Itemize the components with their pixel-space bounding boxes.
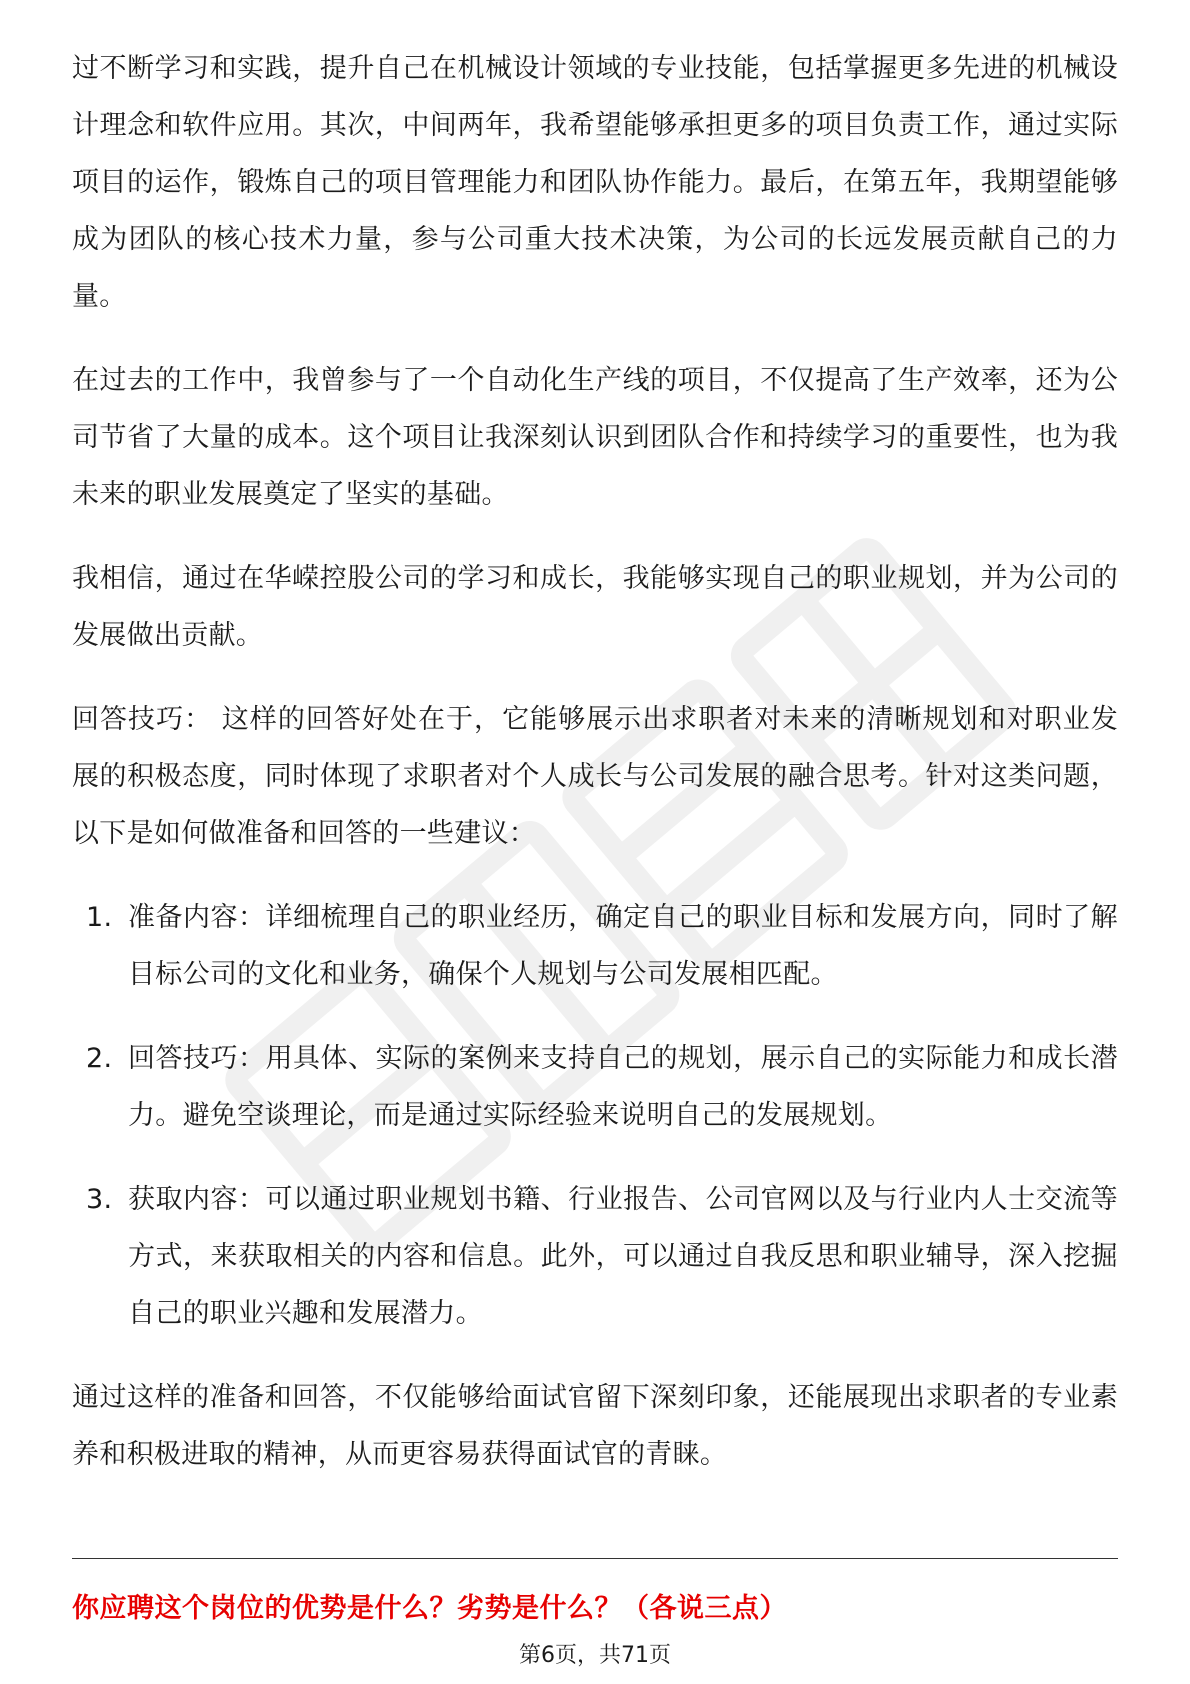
paragraph-belief: 我相信，通过在华嵘控股公司的学习和成长，我能够实现自己的职业规划，并为公司的发展做出贡献。 bbox=[72, 563, 1118, 651]
list-item-text: 回答技巧：用具体、实际的案例来支持自己的规划，展示自己的实际能力和成长潜力。避免空谈理论，而是通过实际经验来说明自己的发展规划。 bbox=[128, 1043, 1118, 1131]
list-item-number: 2. bbox=[86, 1043, 113, 1074]
page-number: 第6页，共71页 bbox=[519, 1643, 671, 1668]
list-item-number: 3. bbox=[86, 1184, 113, 1215]
list-item-number: 1. bbox=[86, 902, 113, 933]
paragraph-answer-tips: 回答技巧： 这样的回答好处在于，它能够展示出求职者对未来的清晰规划和对职业发展的积极态度，同时体现了求职者对个人成长与公司发展的融合思考。针对这类问题，以下是如何做准备和回答的一些建议： bbox=[72, 704, 1118, 849]
next-question-heading: 你应聘这个岗位的优势是什么？劣势是什么？（各说三点） bbox=[72, 1593, 787, 1624]
paragraph-career-plan: 过不断学习和实践，提升自己在机械设计领域的专业技能，包括掌握更多先进的机械设计理念和软件应用。其次，中间两年，我希望能够承担更多的项目负责工作，通过实际项目的运作，锻炼自己的项目管理能力和团队协作能力。最后，在第五年，我期望能够成为团队的核心技术力量，参与公司重大技术决策，为公司的长远发展贡献自己的力量。 bbox=[72, 53, 1118, 312]
paragraph-closing: 通过这样的准备和回答，不仅能够给面试官留下深刻印象，还能展现出求职者的专业素养和积极进取的精神，从而更容易获得面试官的青睐。 bbox=[72, 1382, 1118, 1470]
footer-divider bbox=[72, 1558, 1118, 1559]
list-item bbox=[72, 889, 1118, 1003]
list-item-text: 获取内容：可以通过职业规划书籍、行业报告、公司官网以及与行业内人士交流等方式，来获取相关的内容和信息。此外，可以通过自我反思和职业辅导，深入挖掘自己的职业兴趣和发展潜力。 bbox=[128, 1184, 1118, 1329]
suggestion-list bbox=[72, 889, 1118, 1342]
paragraph-past-project: 在过去的工作中，我曾参与了一个自动化生产线的项目，不仅提高了生产效率，还为公司节省了大量的成本。这个项目让我深刻认识到团队合作和持续学习的重要性，也为我未来的职业发展奠定了坚实的基础。 bbox=[72, 365, 1118, 510]
list-item bbox=[72, 1171, 1118, 1342]
list-item bbox=[72, 1030, 1118, 1144]
list-item-text: 准备内容：详细梳理自己的职业经历，确定自己的职业目标和发展方向，同时了解目标公司的文化和业务，确保个人规划与公司发展相匹配。 bbox=[128, 902, 1118, 990]
document-body bbox=[72, 40, 1118, 1510]
